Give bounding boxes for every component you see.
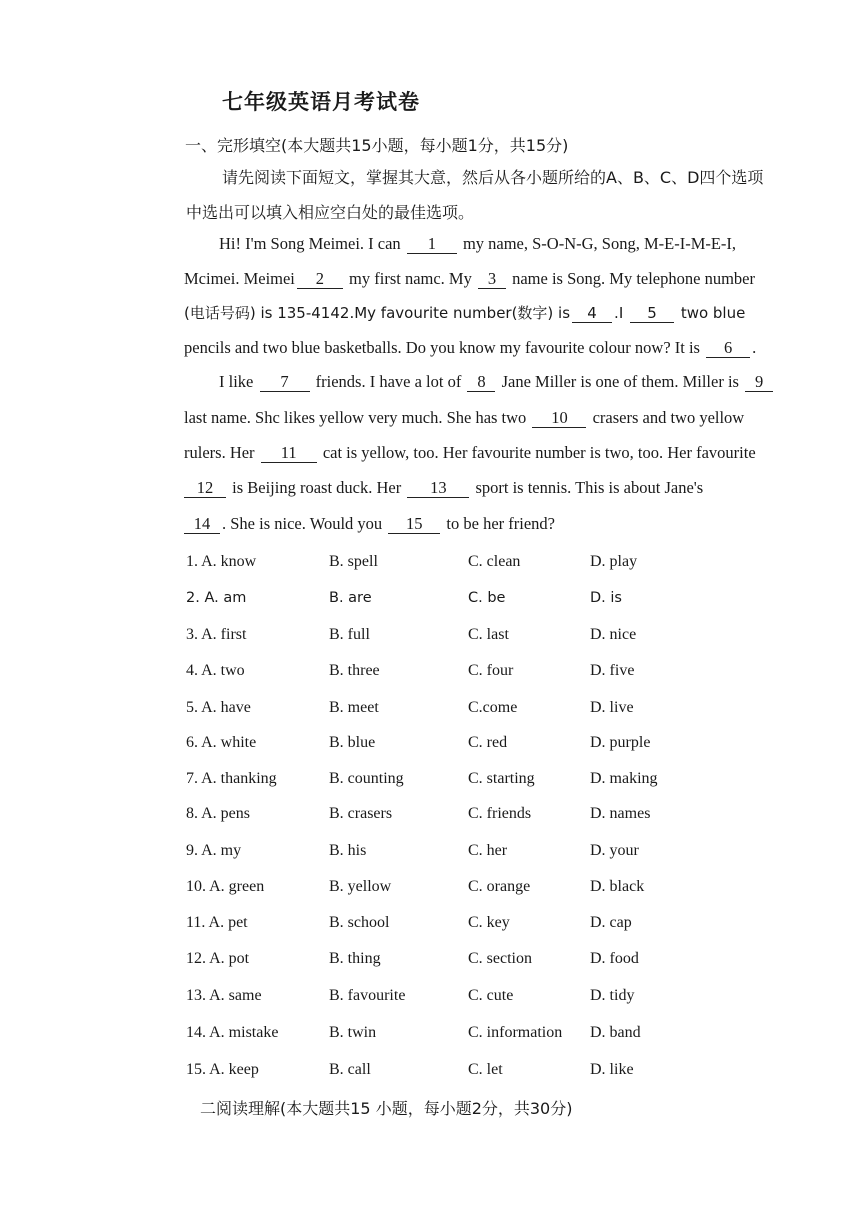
- option-b: B. call: [329, 1061, 371, 1078]
- option-c: C. four: [468, 662, 514, 679]
- option-b: B. his: [329, 842, 367, 859]
- passage-text: Jane Miller is one of them. Miller is: [501, 372, 739, 391]
- passage-text: Mcimei. Meimei: [184, 269, 295, 288]
- option-row: [0, 770, 867, 794]
- option-row: [0, 805, 867, 829]
- option-d: D. band: [590, 1024, 641, 1041]
- option-d: D. food: [590, 950, 639, 967]
- passage-line-9: [184, 514, 809, 534]
- passage-text: friends. I have a lot of: [315, 372, 462, 391]
- option-a: 10. A. green: [186, 878, 265, 895]
- option-d: D. cap: [590, 914, 632, 931]
- blank-3: 3: [478, 270, 506, 289]
- option-b: B. full: [329, 626, 370, 643]
- option-b: B. thing: [329, 950, 381, 967]
- option-row: [0, 842, 867, 866]
- option-d: D. making: [590, 770, 658, 787]
- option-c: C. clean: [468, 553, 521, 570]
- passage-line-1: [219, 234, 844, 254]
- passage-text: is Beijing roast duck. Her: [232, 478, 402, 497]
- option-row: [0, 950, 867, 974]
- option-b: B. counting: [329, 770, 404, 787]
- option-b: B. meet: [329, 699, 379, 716]
- option-row: [0, 734, 867, 758]
- option-a: 6. A. white: [186, 734, 257, 751]
- passage-text: . She is nice. Would you: [222, 514, 383, 533]
- option-c: C. red: [468, 734, 508, 751]
- option-a: 5. A. have: [186, 699, 251, 716]
- option-b: B. blue: [329, 734, 376, 751]
- option-b: B. spell: [329, 553, 378, 570]
- option-c: C.come: [468, 699, 518, 716]
- blank-8: 8: [467, 373, 495, 392]
- option-b: B. three: [329, 662, 380, 679]
- passage-text: pencils and two blue basketballs. Do you know my favourite colour now? It is: [184, 338, 700, 357]
- option-a: 4. A. two: [186, 662, 245, 679]
- passage-text: Hi! I'm Song Meimei. I can: [219, 234, 401, 253]
- option-d: D. black: [590, 878, 645, 895]
- blank-12: 12: [184, 479, 226, 498]
- blank-7: 7: [260, 373, 310, 392]
- option-row: [0, 553, 867, 577]
- passage-line-5: [219, 372, 844, 392]
- option-row: [0, 590, 867, 614]
- option-c: C. her: [468, 842, 508, 859]
- option-c: C. last: [468, 626, 509, 643]
- passage-text: I like: [219, 372, 254, 391]
- option-a: 15. A. keep: [186, 1061, 259, 1078]
- blank-15: 15: [388, 515, 440, 534]
- option-row: [0, 1061, 867, 1085]
- passage-text: last name. Shc likes yellow very much. She has two: [184, 408, 527, 427]
- option-row: [0, 914, 867, 938]
- option-row: [0, 626, 867, 650]
- option-d: D. play: [590, 553, 638, 570]
- option-b: B. crasers: [329, 805, 393, 822]
- option-a: 12. A. pot: [186, 950, 250, 967]
- section1-instruction-line2: 中选出可以填入相应空白处的最佳选项。: [186, 203, 475, 222]
- passage-text: .I: [614, 304, 624, 322]
- option-d: D. names: [590, 805, 651, 822]
- blank-14: 14: [184, 515, 220, 534]
- blank-1: 1: [407, 235, 457, 254]
- option-row: [0, 987, 867, 1011]
- option-c: C. be: [468, 590, 506, 606]
- passage-text: sport is tennis. This is about Jane's: [475, 478, 704, 497]
- option-c: C. key: [468, 914, 510, 931]
- blank-5: 5: [630, 304, 674, 323]
- blank-2: 2: [297, 270, 343, 289]
- blank-9: 9: [745, 373, 773, 392]
- option-b: B. favourite: [329, 987, 406, 1004]
- section1-heading: 一、完形填空(本大题共15小题，每小题1分，共15分): [185, 136, 569, 155]
- option-d: D. like: [590, 1061, 634, 1078]
- option-row: [0, 1024, 867, 1048]
- option-c: C. information: [468, 1024, 563, 1041]
- option-a: 9. A. my: [186, 842, 242, 859]
- page-title: 七年级英语月考试卷: [222, 90, 420, 114]
- passage-text: two blue: [680, 304, 746, 322]
- option-a: 13. A. same: [186, 987, 262, 1004]
- option-row: [0, 699, 867, 723]
- option-a: 2. A. am: [186, 590, 247, 606]
- option-a: 8. A. pens: [186, 805, 250, 822]
- option-c: C. let: [468, 1061, 503, 1078]
- option-c: C. section: [468, 950, 532, 967]
- passage-text: cat is yellow, too. Her favourite number is two, too. Her favourite: [322, 443, 756, 462]
- option-c: C. friends: [468, 805, 532, 822]
- option-b: B. school: [329, 914, 390, 931]
- passage-text: name is Song. My telephone number: [512, 269, 755, 288]
- option-d: D. is: [590, 590, 622, 606]
- passage-line-3: [184, 302, 809, 323]
- option-a: 14. A. mistake: [186, 1024, 279, 1041]
- option-row: [0, 878, 867, 902]
- option-c: C. orange: [468, 878, 531, 895]
- passage-text: my name, S-O-N-G, Song, M-E-I-M-E-I,: [462, 234, 737, 253]
- passage-text: (电话号码) is 135-4142.My favourite number(数字) is: [184, 304, 571, 322]
- option-c: C. cute: [468, 987, 514, 1004]
- option-a: 1. A. know: [186, 553, 257, 570]
- option-a: 7. A. thanking: [186, 770, 277, 787]
- blank-4: 4: [572, 304, 612, 323]
- blank-6: 6: [706, 339, 750, 358]
- section1-instruction-line1: 请先阅读下面短文，掌握其大意，然后从各小题所给的A、B、C、D四个选项: [222, 168, 764, 187]
- passage-text: rulers. Her: [184, 443, 255, 462]
- blank-11: 11: [261, 444, 317, 463]
- option-d: D. your: [590, 842, 639, 859]
- option-d: D. nice: [590, 626, 637, 643]
- passage-line-4: [184, 338, 809, 358]
- option-a: 3. A. first: [186, 626, 247, 643]
- option-d: D. live: [590, 699, 634, 716]
- option-row: [0, 662, 867, 686]
- option-b: B. twin: [329, 1024, 377, 1041]
- option-c: C. starting: [468, 770, 535, 787]
- option-b: B. yellow: [329, 878, 392, 895]
- passage-line-7: [184, 443, 809, 463]
- blank-13: 13: [407, 479, 469, 498]
- passage-line-8: [184, 478, 809, 498]
- option-d: D. purple: [590, 734, 651, 751]
- option-d: D. five: [590, 662, 635, 679]
- passage-line-2: [184, 269, 809, 289]
- option-a: 11. A. pet: [186, 914, 248, 931]
- blank-10: 10: [532, 409, 586, 428]
- option-d: D. tidy: [590, 987, 635, 1004]
- passage-line-6: [184, 408, 809, 428]
- section2-heading: 二阅读理解(本大题共15 小题，每小题2分，共30分): [200, 1099, 573, 1118]
- passage-text: to be her friend?: [446, 514, 555, 533]
- option-b: B. are: [329, 590, 372, 606]
- passage-text: .: [752, 338, 757, 357]
- passage-text: crasers and two yellow: [592, 408, 745, 427]
- passage-text: my first namc. My: [349, 269, 472, 288]
